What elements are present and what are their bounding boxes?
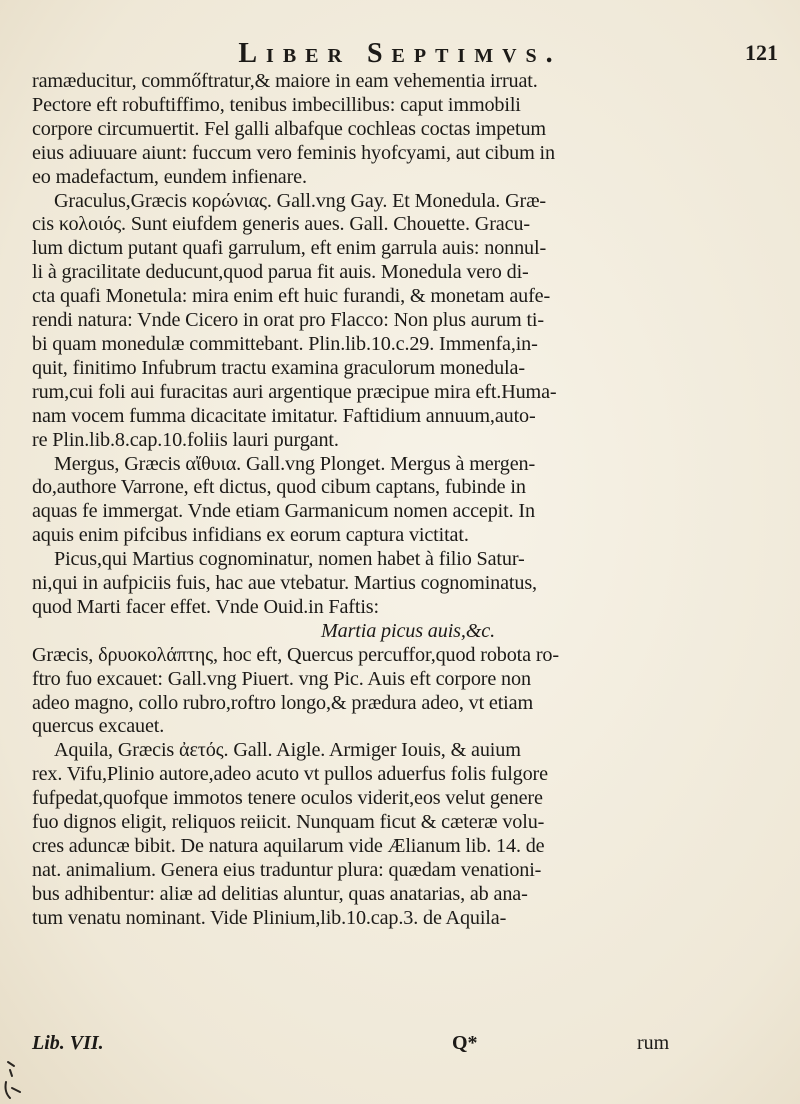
ink-marks <box>0 1058 60 1104</box>
text-line: eius adiuuare aiunt: fuccum vero feminis hyofcyami, aut cibum in <box>32 141 555 164</box>
page-header <box>0 18 800 69</box>
text-line: ramæducitur, commőftratur,& maiore in eam vehementia irruat. <box>32 70 538 92</box>
body-text <box>32 70 784 931</box>
page-footer <box>32 1032 784 1058</box>
text-line: Græcis, δρυοκολάπτης, hoc eft, Quercus percuffor,quod robota ro- <box>32 643 559 666</box>
running-head: Liber Septimvs. <box>238 38 562 69</box>
text-line: fuo dignos eligit, reliquos reiicit. Nunquam ficut & cæteræ volu- <box>32 811 545 834</box>
text-line: do,authore Varrone, eft dictus, quod cibum captans, fubinde in <box>32 476 526 499</box>
text-line: tum venatu nominant. Vide Plinium,lib.10.cap.3. de Aquila- <box>32 906 507 929</box>
gathering-signature: Q* <box>452 1032 478 1054</box>
text-line: rum,cui foli aui furacitas auri argentique præcipue mira eft.Huma- <box>32 380 557 403</box>
text-line: bus adhibentur: aliæ ad delitias aluntur, quas anatarias, ab ana- <box>32 882 528 905</box>
text-line: ni,qui in aufpiciis fuis, hac aue vtebatur. Martius cognominatus, <box>32 572 537 595</box>
text-line: nam vocem fumma dicacitate imitatur. Faftidium annuum,auto- <box>32 404 536 427</box>
text-line: lum dictum putant quafi garrulum, eft enim garrula auis: nonnul- <box>32 237 547 260</box>
text-line: Graculus,Græcis κορώνιας. Gall.vng Gay. Et Monedula. Græ- <box>54 189 546 212</box>
text-line: rendi natura: Vnde Cicero in orat pro Flacco: Non plus aurum ti- <box>32 309 544 332</box>
text-line: corpore circumuertit. Fel galli albafque cochleas coctas impetum <box>32 117 546 140</box>
text-line: Picus,qui Martius cognominatur, nomen habet à filio Satur- <box>54 548 525 571</box>
text-line: re Plin.lib.8.cap.10.foliis lauri purgant. <box>32 428 339 451</box>
text-line: li à gracilitate deducunt,quod parua fit auis. Monedula vero di- <box>32 261 529 284</box>
text-line: quod Marti facer effet. Vnde Ouid.in Faftis: <box>32 595 379 618</box>
text-line: bi quam monedulæ committebant. Plin.lib.10.c.29. Immenfa,in- <box>32 332 538 355</box>
text-line: ftro fuo excauet: Gall.vng Piuert. vng Pic. Auis eft corpore non <box>32 667 531 690</box>
page-number: 121 <box>745 40 778 65</box>
text-line: cis κολοιός. Sunt eiufdem generis aues. Gall. Chouette. Gracu- <box>32 213 530 236</box>
text-line: Martia picus auis,&c. <box>320 619 496 642</box>
text-line: quit, finitimo Infubrum tractu examina graculorum monedula- <box>32 356 525 379</box>
text-line: rex. Vifu,Plinio autore,adeo acuto vt pullos aduerfus folis fulgore <box>32 763 548 786</box>
text-line: cta quafi Monetula: mira enim eft huic furandi, & monetam aufe- <box>32 285 551 308</box>
text-line: Aquila, Græcis ἀετός. Gall. Aigle. Armiger Iouis, & auium <box>54 739 521 762</box>
text-line: fufpedat,quofque immotos tenere oculos viderit,eos velut genere <box>32 787 543 810</box>
text-line: adeo magno, collo rubro,roftro longo,& prædura adeo, vt etiam <box>32 691 534 714</box>
text-line: Mergus, Græcis αἴθυια. Gall.vng Plonget. Mergus à mergen- <box>54 452 536 475</box>
text-line: aquas fe immergat. Vnde etiam Garmanicum nomen accepit. In <box>32 500 535 523</box>
text-line: eo madefactum, eundem infienare. <box>32 165 307 188</box>
text-line: quercus excauet. <box>32 715 165 738</box>
text-line: cres aduncæ bibit. De natura aquilarum vide Ælianum lib. 14. de <box>32 835 545 857</box>
catchword: rum <box>637 1032 670 1054</box>
book-marker: Lib. VII. <box>32 1032 104 1054</box>
text-line: nat. animalium. Genera eius traduntur plura: quædam venationi- <box>32 858 542 881</box>
text-line: Pectore eft robuftiffimo, tenibus imbecillibus: caput immobili <box>32 93 521 116</box>
text-line: aquis enim pifcibus infidians ex eorum captura victitat. <box>32 524 469 547</box>
